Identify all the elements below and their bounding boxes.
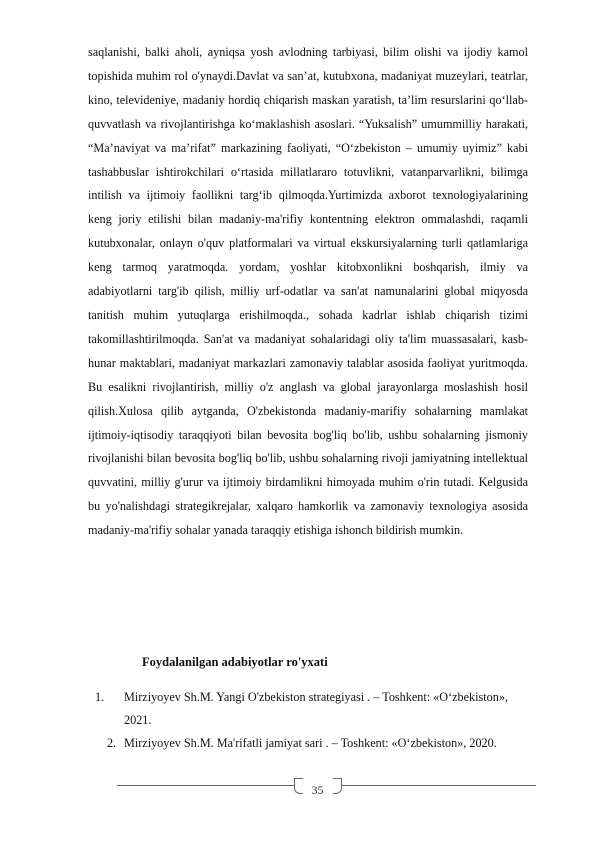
footer-bracket-right [333,778,342,794]
reference-item [95,732,535,755]
references-title: Foydalanilgan adabiyotlar ro'yxati [142,655,328,669]
body-text [88,41,528,543]
reference-number: 1. [95,690,105,704]
reference-item [95,686,535,732]
page-footer [0,778,595,808]
reference-text: Mirziyoyev Sh.M. Yangi O'zbekiston strategiyasi . – Toshkent: «O‘zbekiston», 2021. [124,690,508,727]
footer-rule-right [341,785,536,786]
body-paragraph: saqlanishi, balki aholi, ayniqsa yosh avlodning tarbiyasi, bilim olishi va ijodiy kamol topishida muhim rol o'ynaydi.Davlat va san’at, kutubxona, madaniyat muzeylari, teatrlar, kino, televideniye, madaniy hordiq chiqarish maskan yaratish, ta’lim resurslarini qo‘llab-quvvatlash va rivojlantirishga ko‘maklashish asoslari. “Yuksalish” umummilliy harakati, “Ma’naviyat va ma’rifat” markazining faoliyati, “O‘zbekiston – umumiy uyimiz” kabi tashabbuslar ishtirokchilari o‘rtasida millatlararo totuvlikni, vatanparvarlikni, bilimga intilish va ijtimoiy faollikni targ‘ib qilmoqda.Yurtimizda axborot texnologiyalarining keng joriy etilishi bilan madaniy-ma'rifiy kontentning elektron ommalashdi, raqamli kutubxonalar, onlayn o'quv platformalari va virtual ekskursiyalarning turli qatlamlariga keng tarmoq yaratmoqda. yordam, yoshlar kitobxonlikni boshqarish, ilmiy va adabiyotlarni targ'ib qilish, milliy urf-odatlar va san'at namunalarini global miqyosda tanitish muhim yutuqlarga erishilmoqda., sohada kadrlar ishlab chiqarish tizimi takomillashtirilmoqda. San'at va madaniyat sohalaridagi oliy ta'lim muassasalari, kasb-hunar maktablari, madaniyat markazlari zamonaviy talablar asosida faoliyat yuritmoqda. Bu esalikni rivojlantirish, milliy o'z anglash va global jarayonlarga moslashish hosil qilish.Xulosa qilib aytganda, O'zbekistonda madaniy-marifiy sohalarning mamlakat ijtimoiy-iqtisodiy taraqqiyoti bilan bevosita bog'liq bo'lib, ushbu sohalarning jismoniy rivojlanishi bilan bevosita bog'liq bo'lib, ushbu sohalarning rivoji jamiyatning intellektual quvvatini, milliy g'urur va ijtimoiy birdamlikni himoyada muhim o'rin tutadi. Kelgusida bu yo'nalishdagi strategikrejalar, xalqaro hamkorlik va zamonaviy texnologiya asosida madaniy-ma'rifiy sohalar yanada taraqqiy etishiga ishonch bildirish mumkin. [88,45,528,538]
reference-text: Mirziyoyev Sh.M. Ma'rifatli jamiyat sari . – Toshkent: «O‘zbekiston», 2020. [124,736,497,750]
references-list [95,686,535,755]
page-number: 35 [311,783,324,797]
reference-number: 2. [107,736,117,750]
footer-rule-left [117,785,295,786]
